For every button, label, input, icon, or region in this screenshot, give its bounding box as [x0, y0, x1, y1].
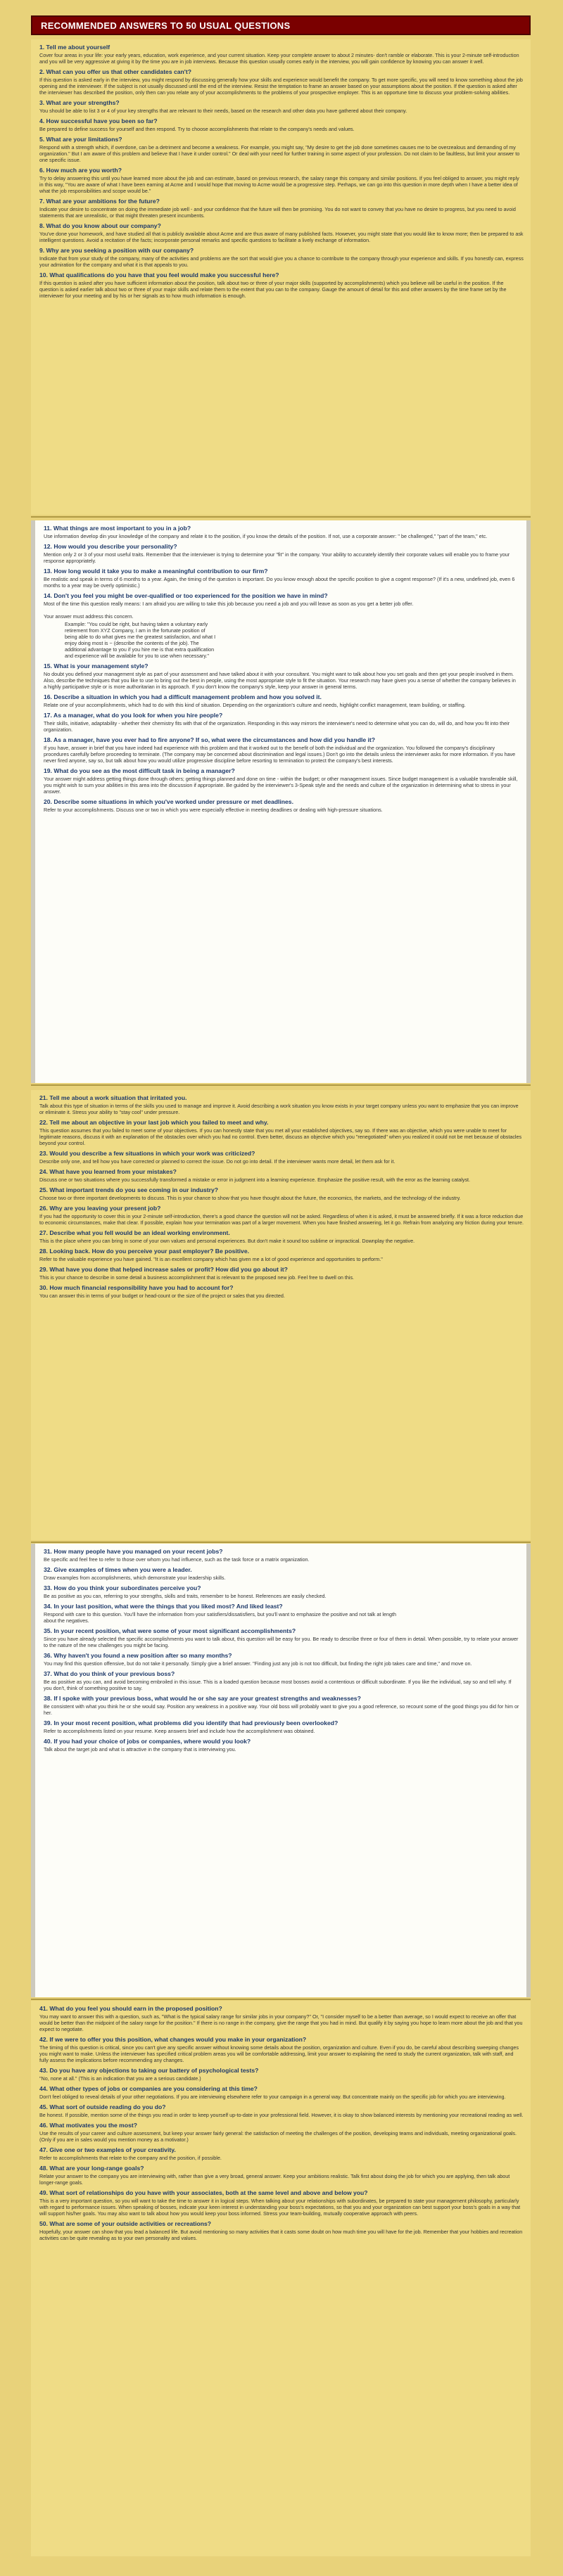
- question-item: [39, 1205, 524, 1226]
- page-title: RECOMMENDED ANSWERS TO 50 USUAL QUESTIONS: [41, 20, 291, 31]
- question-item: [39, 1150, 524, 1165]
- question-heading: 11. What things are most important to you in a job?: [44, 525, 191, 532]
- question-heading: 18. As a manager, have you ever had to fire anyone? If so, what were the circumstances and how did you handle it?: [44, 736, 376, 743]
- answer-text: Relate your answer to the company you are interviewing with, rather than give a very broad, general answer. Keep your ambitions realistic. Talk first about doing the job for which you are applying, then talk about longer-range goals.: [39, 2173, 510, 2186]
- question-item: [39, 99, 524, 114]
- answer-text: Most of the time this question really means: I am afraid you are willing to take this job because you need a job and you will leave as soon as you get a better job offer. Your answer must address this concern.: [44, 601, 414, 620]
- answer-text: Use information develop din your knowledge of the company and relate it to the position, if you know the details of the position. If not, use a corporate answer: " be challenged," "part of the team," etc.: [44, 533, 488, 539]
- question-heading: 6. How much are you worth?: [39, 167, 122, 174]
- question-item: [44, 1584, 519, 1599]
- question-heading: 34. In your last position, what were the things that you liked most? And liked least?: [44, 1603, 283, 1610]
- question-item: [39, 1168, 524, 1183]
- question-item: [44, 543, 519, 564]
- answer-text: Relate one of your accomplishments, which had to do with this kind of situation. Depending on the organization's culture and needs, highlight conflict management, team building, or staffing.: [44, 702, 466, 708]
- question-item: [39, 1186, 524, 1201]
- question-heading: 36. Why haven't you found a new position after so many months?: [44, 1652, 232, 1659]
- question-heading: 15. What is your management style?: [44, 662, 148, 669]
- question-heading: 14. Don't you feel you might be over-qualified or too experienced for the position we have in mind?: [44, 592, 328, 599]
- answer-text: Refer to accomplishments listed on your resume. Keep answers brief and include how the accomplishment was obtained.: [44, 1728, 315, 1734]
- question-heading: 28. Looking back. How do you perceive your past employer? Be positive.: [39, 1248, 249, 1255]
- answer-text: Hopefully, your answer can show that you lead a balanced life. But avoid mentioning so many activities that it casts some doubt on how much time you will have for the job. Remember that your hobbies and recreation activities can be quite revealing as to your own personality and values.: [39, 2229, 523, 2241]
- question-item: [39, 1119, 524, 1146]
- question-item: [39, 1094, 524, 1115]
- answer-text: This question assumes that you failed to meet some of your objectives. If you can honestly state that you met all your established objectives, say so. If there was an objective, which you were unable to meet for legitimate reasons, discuss it with an explanation of the obstacles over which you had no control. Even better, discuss an objective which you "renegotiated" when you realized it could not be met because of obstacles beyond your control.: [39, 1127, 522, 1146]
- question-heading: 8. What do you know about our company?: [39, 222, 161, 229]
- section-divider: [31, 1542, 531, 1543]
- question-item: [44, 736, 519, 764]
- question-item: [44, 662, 519, 690]
- answer-text: Try to delay answering this until you have learned more about the job and can estimate, based on previous research, the salary range this company and similar positions. If you feel obliged to answer, you might reply in this way, "You are aware of what I have been earning at Acme and I would hope that moving to Acme would be a progressive step. Perhaps, we can go into this question in more depth when I have a better idea of what the job responsibilities and scope would be.": [39, 175, 519, 194]
- question-heading: 3. What are your strengths?: [39, 99, 120, 106]
- question-heading: 29. What have you done that helped increase sales or profit? How did you go about it?: [39, 1266, 288, 1273]
- answer-text: If this question is asked after you have sufficient information about the position, talk about two or three of your major skills (supported by accomplishments) which you believe will be useful in the position. If the question is asked earlier talk about two or three of your major skills and relate them to the extent that you can to the company. Gauge the amount of detail for this and other answers by the time frame set by the interviewer for your meeting and by his or her signals as to how much information is enough.: [39, 280, 507, 299]
- answer-text: Choose two or three important developments to discuss. This is your chance to show that you have thought about the future, the economics, the markets, and the technology of the industry.: [39, 1195, 461, 1201]
- question-item: [39, 1266, 524, 1281]
- question-heading: 43. Do you have any objections to taking our battery of psychological tests?: [39, 2067, 259, 2074]
- question-heading: 39. In your most recent position, what problems did you identify that had previously been overlooked?: [44, 1719, 339, 1726]
- question-heading: 27. Describe what you fell would be an ideal working environment.: [39, 1229, 230, 1236]
- question-item: [44, 1566, 519, 1581]
- question-heading: 38. If I spoke with your previous boss, what would he or she say are your greatest strengths and weaknesses?: [44, 1695, 361, 1702]
- question-item: [39, 2103, 524, 2118]
- question-group-1: [31, 39, 531, 515]
- question-item: [44, 1695, 519, 1716]
- question-item: [44, 592, 519, 659]
- question-item: [44, 1627, 519, 1648]
- answer-text: "No, none at all." (This is an indication that you are a serious candidate.): [39, 2075, 201, 2082]
- question-item: [44, 525, 519, 539]
- answer-text: Mention only 2 or 3 of your most useful traits. Remember that the interviewer is trying to determine your "fit" in the company. Your ability to accurately identify their corporate values will enable you to frame your response appropriately.: [44, 551, 510, 564]
- answer-text: Cover four areas in your life: your early years, education, work experience, and your current situation. Keep your complete answer to about 2 minutes- don't ramble or elaborate. This is your 2-minute self-introduction and you will be very aggressive at giving it by the time you are in job interviews. Because this question usually comes early in the interview, you will gain confidence by knowing you can answer it well.: [39, 52, 519, 65]
- question-heading: 2. What can you offer us that other candidates can't?: [39, 68, 191, 75]
- question-item: [39, 2036, 524, 2063]
- question-heading: 46. What motivates you the most?: [39, 2122, 137, 2129]
- answer-text: Be prepared to define success for yourself and then respond. Try to choose accomplishments that relate to the company's needs and values.: [39, 126, 355, 132]
- question-item: [39, 1229, 524, 1244]
- answer-text: Refer to your accomplishments. Discuss one or two in which you were especially effective in meeting deadlines or dealing with high-pressure situations.: [44, 807, 383, 813]
- question-item: [39, 247, 524, 268]
- question-item: [44, 1738, 519, 1752]
- answer-text: Indicate that from your study of the company, many of the activities and problems are the sort that would give you a chance to contribute to the company through your experience and skills. If you honestly can, express your admiration for the company and what it is that appeals to you.: [39, 255, 524, 268]
- question-item: [39, 2005, 524, 2032]
- answer-text: If you have, answer in brief that you have indeed had experience with this problem and that it worked out to the benefit of both the individual and the organization. You followed the company's disciplinary procedures carefully before proceeding to terminate. (The company may be concerned about discrimination and legal issues.) Don't go into the details unless the interviewer asks for more information. If you have never fired anyone, say so, but talk about how you would utilize progressive discipline before resorting to termination to protect the company's best interests.: [44, 745, 516, 764]
- question-item: [39, 44, 524, 65]
- question-heading: 45. What sort of outside reading do you do?: [39, 2103, 166, 2110]
- answer-text: Be honest. If possible, mention some of the things you read in order to keep yourself up-to-date in your professional field. However, it is okay to show balanced interests by mentioning your recreational reading as well.: [39, 2112, 524, 2118]
- question-heading: 26. Why are you leaving your present job?: [39, 1205, 161, 1212]
- answer-text: Be consistent with what you think he or she would say. Position any weakness in a positive way. Your old boss will probably want to give you a good reference, so recount some of the good things you did for him or her.: [44, 1703, 519, 1716]
- question-heading: 16. Describe a situation in which you had a difficult management problem and how you solved it.: [44, 693, 322, 700]
- question-item: [39, 198, 524, 219]
- question-heading: 10. What qualifications do you have that you feel would make you successful here?: [39, 271, 279, 278]
- answer-text: Be as positive as you can, and avoid becoming embroiled in this issue. This is a loaded question because most bosses avoid a contentious or difficult subordinate. If you like the individual, say so and tell why. If you don't, think of something positive to say.: [44, 1679, 512, 1691]
- question-item: [44, 798, 519, 813]
- question-heading: 30. How much financial responsibility have you had to account for?: [39, 1284, 234, 1291]
- question-item: [39, 2165, 524, 2186]
- answer-text: Be specific and feel free to refer to those over whom you had influence, such as the task force or a matrix organization.: [44, 1556, 310, 1563]
- answer-text: No doubt you defined your management style as part of your assessment and have talked about it with your consultant. You might want to talk about how you set goals and then get your people involved in them. Also, describe the techniques that you like to use to bring out the best in people, using the most appropriate style to fit the situation. Your research may have given you a sense of whether the company believes in a highly participative style or is more authoritarian in its approach. If you don't know the company's style, keep your answer in general terms.: [44, 671, 516, 690]
- question-item: [39, 2085, 524, 2100]
- answer-text: Respond with a strength which, if overdone, can be a detriment and become a weakness. For example, you might say, "My desire to get the job done sometimes causes me to be overzealous and demanding of my organization." But I am aware of this problem and believe that I have it under control." Or deal with your need for further training in some aspect of your profession. Do not claim to be faultless, but limit your answer to one specific issue.: [39, 144, 520, 163]
- question-heading: 32. Give examples of times when you were a leader.: [44, 1566, 192, 1573]
- question-heading: 44. What other types of jobs or companies are you considering at this time?: [39, 2085, 258, 2092]
- answer-text: This is your chance to describe in some detail a business accomplishment that is relevant to the proposed new job. Feel free to dwell on this.: [39, 1274, 355, 1281]
- question-heading: 1. Tell me about yourself: [39, 44, 110, 51]
- question-item: [39, 1284, 524, 1299]
- question-heading: 5. What are your limitations?: [39, 136, 122, 143]
- question-item: [39, 222, 524, 243]
- question-heading: 50. What are some of your outside activities or recreations?: [39, 2220, 212, 2227]
- question-heading: 7. What are your ambitions for the future?: [39, 198, 160, 205]
- question-heading: 22. Tell me about an objective in your last job which you failed to meet and why.: [39, 1119, 269, 1126]
- question-heading: 25. What important trends do you see coming in our industry?: [39, 1186, 219, 1193]
- answer-text: Use the results of your career and culture assessment, but keep your answer fairly general: the satisfaction of meeting the challenges of the position, developing teams and individuals, meeting organizational goals. (Only if you are in sales would you mention money as a motivator.): [39, 2130, 517, 2143]
- question-heading: 19. What do you see as the most difficult task in being a manager?: [44, 767, 235, 774]
- question-item: [44, 1719, 519, 1734]
- question-group-5: [31, 2001, 531, 2556]
- question-heading: 48. What are your long-range goals?: [39, 2165, 144, 2172]
- answer-text: If you had the opportunity to cover this in your 2-minute self-introduction, there's a good chance the question will not be asked. Regardless of when it is asked, it must be answered briefly. If it was a force reduction due to economic circumstances, make that clear. If possible, explain how your termination was part of a larger movement. When you have finished answering, let it go. Refrain from analyzing any friction during your tenure.: [39, 1213, 524, 1226]
- question-heading: 13. How long would it take you to make a meaningful contribution to our firm?: [44, 568, 268, 575]
- answer-text: Refer to accomplishments that relate to the company and the position, if possible.: [39, 2155, 222, 2161]
- question-item: [39, 68, 524, 96]
- answer-text: Refer to the valuable experience you have gained. "It is an excellent company which has given me a lot of good experience and opportunities to perform.": [39, 1256, 383, 1262]
- question-heading: 42. If we were to offer you this position, what changes would you make in your organization?: [39, 2036, 307, 2043]
- question-heading: 35. In your recent position, what were some of your most significant accomplishments?: [44, 1627, 296, 1634]
- question-heading: 23. Would you describe a few situations in which your work was criticized?: [39, 1150, 255, 1157]
- question-item: [44, 693, 519, 708]
- answer-text: Talk about this type of situation in terms of the skills you used to manage and improve it. Avoid describing a work situation you know exists in your target company unless you want to emphasize that you can improve or eliminate it. Stress your ability to "stay cool" under pressure.: [39, 1103, 519, 1115]
- question-item: [39, 271, 524, 299]
- answer-text: Your answer might address getting things done through others; getting things planned and done on time - within the budget; or other management issues. Since budget management is a valuable transferable skill, you might wish to sum your abilities in this area into the discussion if appropriate. Be guided by the interviewer's 3-Speak style and the needs and culture of the organization in determining what to stress in your answer.: [44, 776, 518, 795]
- question-item: [39, 2220, 524, 2241]
- question-group-2: [31, 520, 531, 1083]
- question-item: [39, 136, 524, 163]
- question-item: [44, 712, 519, 733]
- question-item: [39, 2067, 524, 2082]
- answer-text: Draw examples from accomplishments, which demonstrate your leadership skills.: [44, 1575, 226, 1581]
- answer-text: The timing of this question is critical, since you can't give any specific answer without knowing some details about the position, organization and culture. Even if you do, be careful about describing sweeping changes you might want to make. Unless the interviewer has specified critical problem areas you will be comfortable addressing, limit your answer to explaining the need to study the current organization, talk with staff, and fully assess the implications before recommending any changes.: [39, 2044, 519, 2063]
- question-item: [44, 1548, 519, 1563]
- question-heading: 12. How would you describe your personality?: [44, 543, 177, 550]
- answer-text: You may find this question offensive, but do not take it personally. Simply give a brief answer. "Finding just any job is not too difficult, but finding the right job takes care and time," and move on.: [44, 1660, 472, 1667]
- question-item: [44, 1670, 519, 1691]
- question-item: [39, 167, 524, 194]
- question-heading: 9. Why are you seeking a position with our company?: [39, 247, 194, 254]
- question-heading: 17. As a manager, what do you look for when you hire people?: [44, 712, 223, 719]
- answer-text: Describe only one, and tell how you have corrected or planned to correct the issue. Do not go into detail. If the interviewer wants more detail, let them ask for it.: [39, 1158, 396, 1165]
- answer-text: Respond with care to this question. You'll have the information from your satisfiers/dissatisfiers, but you'll want to emphasize the positive and not talk at length about the negatives.: [44, 1611, 396, 1624]
- answer-text: If this question is asked early in the interview, you might respond by discussing generally how your skills and experience would benefit the company. To get more specific, you will need to know something about the job opening and the interviewer. If the subject is not usually discussed until the end of the interview. Resist the temptation to frame an answer based on your assumptions about the position. If the question is asked after the interviewer has described the position, only then can you relate any of your accomplishments to the problems of your prospective employer. This is an opportune time to discuss your problem-solving abilities.: [39, 77, 523, 96]
- question-item: [44, 767, 519, 795]
- question-item: [44, 568, 519, 589]
- question-item: [39, 2122, 524, 2143]
- question-item: [39, 1248, 524, 1262]
- answer-text: This is a very important question, so you will want to take the time to answer it in logical steps. When talking about your relationships with subordinates, be prepared to state your management philosophy, particularly with regard to performance issues. When speaking of bosses, indicate your keen interest in understanding your boss's expectations, so that you and your organization can best support your boss's goals in a way that will support his/her goals. You may also want to talk about how you would keep your boss informed. Stress your team-building, mutually cooperative approach with peers.: [39, 2198, 521, 2217]
- question-item: [44, 1603, 519, 1624]
- answer-text: You may want to answer this with a question, such as, "What is the typical salary range for similar jobs in your company?" Or, "I consider myself to be a better than average, so I would expect to receive an offer that would be better than the midpoint of the salary range for the position." If there is no range in the company, give the range that you had in mind. But qualify it by saying you hope to learn more about the job and that you expect to negotiate.: [39, 2013, 523, 2032]
- answer-text: Indicate your desire to concentrate on doing the immediate job well - and your confidence that the future will then be promising. You do not want to convey that you have no desire to progress, but you need to avoid statements that are unrealistic, or that might threaten present incumbents.: [39, 206, 516, 219]
- section-divider: [31, 1999, 531, 2000]
- question-heading: 24. What have you learned from your mistakes?: [39, 1168, 177, 1175]
- question-item: [39, 117, 524, 132]
- answer-text: You've done your homework, and have studied all that is publicly available about Acme and are thus aware of many published facts. However, you might state that you would like to know more; then be prepared to ask intelligent questions. Avoid a recitation of the facts; incorporate personal remarks and specific questions to facilitate a lively exchange of information.: [39, 231, 524, 243]
- question-item: [44, 1652, 519, 1667]
- question-heading: 49. What sort of relationships do you have with your associates, both at the same level and above and below you?: [39, 2189, 368, 2196]
- answer-text: Talk about the target job and what is attractive in the company that is interviewing you.: [44, 1746, 236, 1752]
- question-heading: 37. What do you think of your previous boss?: [44, 1670, 175, 1677]
- question-group-3: [31, 1090, 531, 1540]
- section-divider: [31, 1084, 531, 1086]
- question-heading: 31. How many people have you managed on your recent jobs?: [44, 1548, 223, 1555]
- answer-text: Since you have already selected the specific accomplishments you want to talk about, this question will be easy for you. Be ready to describe three or four of them in detail. When possible, try to relate your answer to the nature of the new challenges you might be facing.: [44, 1636, 519, 1648]
- question-group-4: [31, 1544, 531, 1997]
- question-item: [39, 2146, 524, 2161]
- question-heading: 40. If you had your choice of jobs or companies, where would you look?: [44, 1738, 251, 1745]
- question-heading: 41. What do you feel you should earn in the proposed position?: [39, 2005, 222, 2012]
- question-heading: 21. Tell me about a work situation that irritated you.: [39, 1094, 187, 1101]
- answer-text: You should be able to list 3 or 4 of your key strengths that are relevant to their needs, based on the research and other data you have gathered about their company.: [39, 108, 407, 114]
- answer-text: Be as positive as you can, referring to your strengths, skills and traits, remember to be honest. References are easily checked.: [44, 1593, 327, 1599]
- answer-text: This is the place where you can bring in some of your own values and personal experiences. But don't make it sound too sublime or impractical. Downplay the negative.: [39, 1238, 415, 1244]
- answer-text: Their skills, initiative, adaptability - whether their chemistry fits with that of the organization. Responding in this way mirrors the interviewer's need to determine what you can do, will do, and how you fit into their organization.: [44, 720, 510, 733]
- question-heading: 4. How successful have you been so far?: [39, 117, 158, 124]
- question-heading: 20. Describe some situations in which you've worked under pressure or met deadlines.: [44, 798, 293, 805]
- answer-text: Don't feel obliged to reveal details of your other negotiations. If you are interviewing elsewhere refer to your campaign in a general way. But concentrate mainly on the specific job for which you are interviewing.: [39, 2094, 506, 2100]
- example-quote: Example: "You could be right, but having taken a voluntary early retirement from XYZ Company, I am in the fortunate position of being able to do what gives me the greatest satisfaction, and what I enjoy doing most is ~ (describe the contents of the job). The additional advantage to you if you hire me is that extra qualification and experience will be available for you to use when necessary.": [65, 621, 216, 659]
- question-item: [39, 2189, 524, 2217]
- question-heading: 33. How do you think your subordinates perceive you?: [44, 1584, 201, 1591]
- section-divider: [31, 516, 531, 518]
- answer-text: You can answer this in terms of your budget or head-count or the size of the project or sales that you directed.: [39, 1293, 285, 1299]
- question-heading: 47. Give one or two examples of your creativity.: [39, 2146, 176, 2153]
- answer-text: Discuss one or two situations where you successfully transformed a mistake or error in judgment into a learning experience. Emphasize the positive result, with the error as the learning catalyst.: [39, 1177, 471, 1183]
- title-banner: [31, 15, 531, 35]
- answer-text: Be realistic and speak in terms of 6 months to a year. Again, the timing of the question is important. Do you know enough about the specific position to give a cogent response? (If it's a new, undefined job, even 6 months to a year may be overly optimistic.): [44, 576, 515, 589]
